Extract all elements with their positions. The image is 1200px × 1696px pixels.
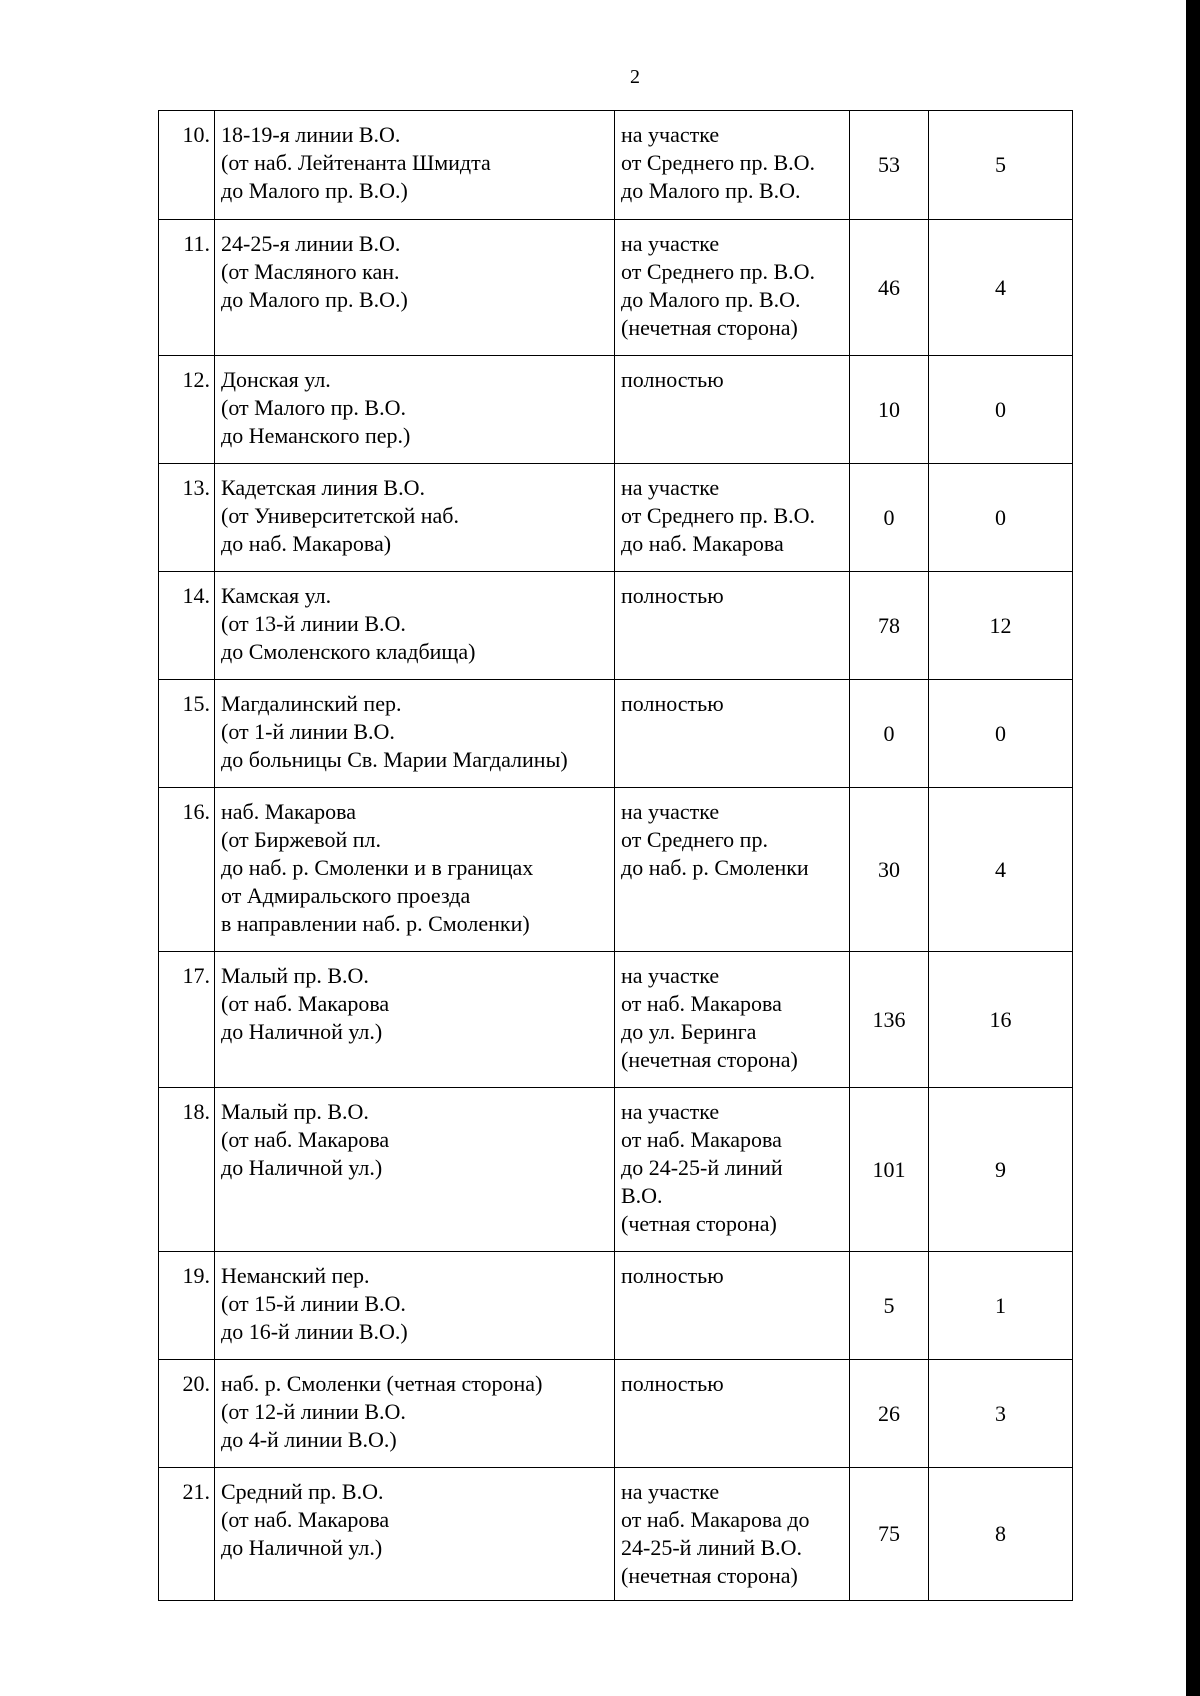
street-section: полностью bbox=[615, 680, 850, 788]
street-name: Кадетская линия В.О. (от Университетской наб. до наб. Макарова) bbox=[215, 464, 615, 572]
value-1: 53 bbox=[850, 111, 929, 220]
street-name: Средний пр. В.О. (от наб. Макарова до Наличной ул.) bbox=[215, 1468, 615, 1601]
row-number: 20. bbox=[159, 1360, 215, 1468]
value-1: 75 bbox=[850, 1468, 929, 1601]
street-name: Камская ул. (от 13-й линии В.О. до Смоленского кладбища) bbox=[215, 572, 615, 680]
value-1: 30 bbox=[850, 788, 929, 952]
table-row bbox=[159, 572, 1073, 680]
row-number: 10. bbox=[159, 111, 215, 220]
table-row bbox=[159, 680, 1073, 788]
street-name: Малый пр. В.О. (от наб. Макарова до Наличной ул.) bbox=[215, 1088, 615, 1252]
value-2: 1 bbox=[929, 1252, 1073, 1360]
value-1: 101 bbox=[850, 1088, 929, 1252]
value-2: 0 bbox=[929, 356, 1073, 464]
value-2: 0 bbox=[929, 464, 1073, 572]
street-section: на участке от наб. Макарова до 24-25-й линий В.О. (четная сторона) bbox=[615, 1088, 850, 1252]
value-1: 0 bbox=[850, 464, 929, 572]
street-section: полностью bbox=[615, 1360, 850, 1468]
table-row bbox=[159, 464, 1073, 572]
street-name: Магдалинский пер. (от 1-й линии В.О. до больницы Св. Марии Магдалины) bbox=[215, 680, 615, 788]
value-2: 9 bbox=[929, 1088, 1073, 1252]
table-row bbox=[159, 1252, 1073, 1360]
value-2: 0 bbox=[929, 680, 1073, 788]
value-1: 26 bbox=[850, 1360, 929, 1468]
street-name: Неманский пер. (от 15-й линии В.О. до 16-й линии В.О.) bbox=[215, 1252, 615, 1360]
table-row bbox=[159, 952, 1073, 1088]
street-section: полностью bbox=[615, 1252, 850, 1360]
value-1: 10 bbox=[850, 356, 929, 464]
table-row bbox=[159, 220, 1073, 356]
value-2: 5 bbox=[929, 111, 1073, 220]
table-row bbox=[159, 356, 1073, 464]
street-section: полностью bbox=[615, 572, 850, 680]
street-name: наб. р. Смоленки (четная сторона) (от 12-й линии В.О. до 4-й линии В.О.) bbox=[215, 1360, 615, 1468]
street-name: Донская ул. (от Малого пр. В.О. до Неманского пер.) bbox=[215, 356, 615, 464]
value-2: 8 bbox=[929, 1468, 1073, 1601]
streets-table bbox=[158, 110, 1073, 1601]
table-row bbox=[159, 788, 1073, 952]
street-name: наб. Макарова (от Биржевой пл. до наб. р. Смоленки и в границах от Адмиральского проезда в направлении наб. р. Смоленки) bbox=[215, 788, 615, 952]
value-2: 4 bbox=[929, 788, 1073, 952]
street-section: на участке от Среднего пр. В.О. до Малого пр. В.О. bbox=[615, 111, 850, 220]
row-number: 16. bbox=[159, 788, 215, 952]
street-section: на участке от Среднего пр. В.О. до Малого пр. В.О. (нечетная сторона) bbox=[615, 220, 850, 356]
street-section: на участке от Среднего пр. до наб. р. Смоленки bbox=[615, 788, 850, 952]
row-number: 15. bbox=[159, 680, 215, 788]
street-name: 24-25-я линии В.О. (от Масляного кан. до Малого пр. В.О.) bbox=[215, 220, 615, 356]
scan-edge-shadow bbox=[1186, 0, 1200, 1696]
value-2: 4 bbox=[929, 220, 1073, 356]
row-number: 19. bbox=[159, 1252, 215, 1360]
table-body bbox=[159, 111, 1073, 1601]
street-section: на участке от наб. Макарова до ул. Беринга (нечетная сторона) bbox=[615, 952, 850, 1088]
value-2: 12 bbox=[929, 572, 1073, 680]
value-2: 16 bbox=[929, 952, 1073, 1088]
table-row bbox=[159, 111, 1073, 220]
row-number: 18. bbox=[159, 1088, 215, 1252]
row-number: 14. bbox=[159, 572, 215, 680]
row-number: 21. bbox=[159, 1468, 215, 1601]
street-section: на участке от наб. Макарова до 24-25-й линий В.О. (нечетная сторона) bbox=[615, 1468, 850, 1601]
value-1: 78 bbox=[850, 572, 929, 680]
row-number: 17. bbox=[159, 952, 215, 1088]
street-section: полностью bbox=[615, 356, 850, 464]
value-2: 3 bbox=[929, 1360, 1073, 1468]
row-number: 12. bbox=[159, 356, 215, 464]
table-row bbox=[159, 1088, 1073, 1252]
value-1: 5 bbox=[850, 1252, 929, 1360]
street-name: 18-19-я линии В.О. (от наб. Лейтенанта Шмидта до Малого пр. В.О.) bbox=[215, 111, 615, 220]
row-number: 13. bbox=[159, 464, 215, 572]
row-number: 11. bbox=[159, 220, 215, 356]
street-section: на участке от Среднего пр. В.О. до наб. Макарова bbox=[615, 464, 850, 572]
table-row bbox=[159, 1360, 1073, 1468]
value-1: 136 bbox=[850, 952, 929, 1088]
table-row bbox=[159, 1468, 1073, 1601]
value-1: 0 bbox=[850, 680, 929, 788]
street-name: Малый пр. В.О. (от наб. Макарова до Наличной ул.) bbox=[215, 952, 615, 1088]
page-number: 2 bbox=[630, 66, 640, 88]
value-1: 46 bbox=[850, 220, 929, 356]
